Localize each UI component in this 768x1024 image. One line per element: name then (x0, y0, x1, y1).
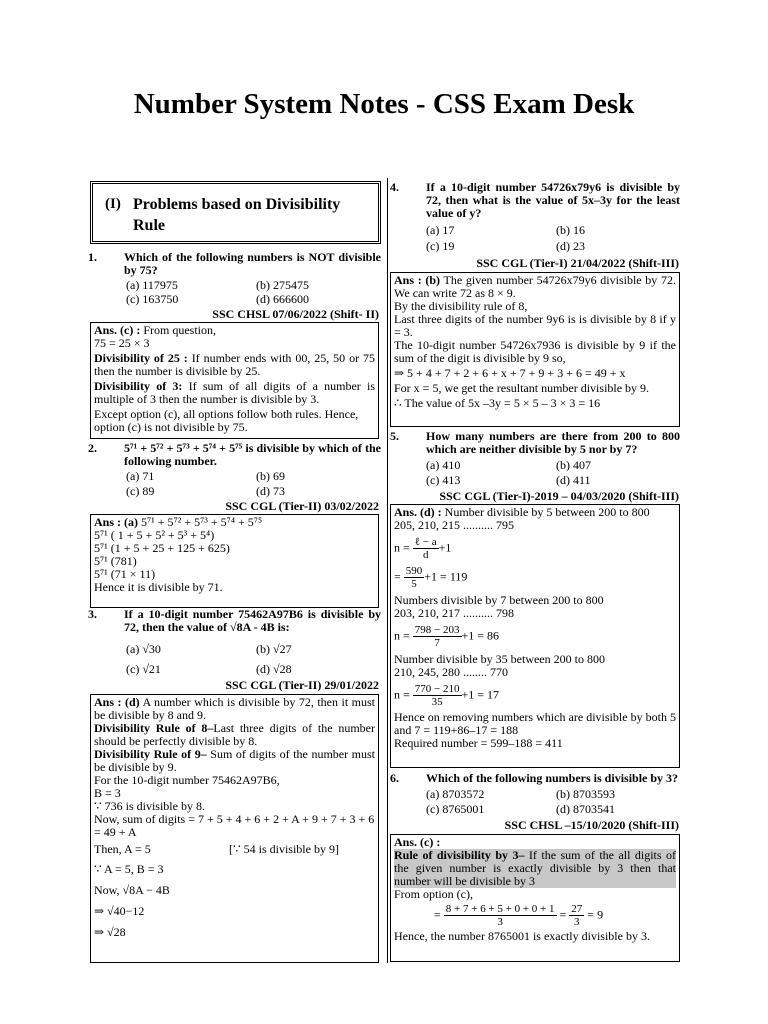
rule-heading: Divisibility Rule of 8– (94, 721, 214, 735)
formula-suffix: +1 = 17 (461, 687, 500, 702)
rule-heading: Divisibility of 25 : (94, 351, 188, 365)
formula (394, 683, 676, 708)
exam-source: SSC CGL (Tier-II) 03/02/2022 (225, 499, 379, 513)
numerator: 27 (571, 903, 583, 915)
formula (394, 565, 676, 590)
numerator: 798 − 203 (414, 624, 460, 636)
answer-line: 5⁷¹ (71 × 11) (94, 567, 156, 581)
exam-source: SSC CGL (Tier-I) 21/04/2022 (Shift-III) (476, 256, 679, 270)
option: (d) 73 (256, 484, 285, 498)
option: (d) 666600 (256, 292, 309, 306)
option: (c) 413 (426, 473, 461, 487)
option: (a) 410 (426, 458, 461, 472)
answer-line: 205, 210, 215 .......... 795 (394, 518, 514, 532)
left-column (88, 178, 381, 963)
option: (d) √28 (256, 662, 292, 676)
option: (b) 275475 (256, 278, 309, 292)
denominator: 3 (497, 916, 503, 928)
numerator: 8 + 7 + 6 + 5 + 0 + 0 + 1 (445, 903, 555, 915)
option: (c) 8765001 (426, 802, 485, 816)
answer-line: ∵ 736 is divisible by 8. (94, 799, 205, 813)
answer-box (390, 834, 680, 962)
answer-box (390, 272, 680, 427)
answer-line: 5⁷¹ (1 + 5 + 25 + 125 + 625) (94, 541, 230, 555)
option: (b) 8703593 (556, 787, 615, 801)
section-number: (I) (105, 196, 121, 212)
question-1 (88, 251, 381, 279)
option: (a) 17 (426, 223, 455, 237)
question-3 (88, 608, 381, 640)
option: (a) √30 (126, 642, 161, 656)
answer-note: [∵ 54 is divisible by 9] (229, 842, 339, 856)
denominator: 5 (411, 578, 417, 590)
page-title: Number System Notes - CSS Exam Desk (133, 88, 635, 120)
answer-box (90, 694, 379, 963)
denominator: 7 (434, 637, 440, 649)
question-number: 5. (390, 429, 399, 443)
numerator: ℓ − a (414, 536, 437, 548)
formula-prefix: n = (394, 628, 410, 643)
answer-line: The given number 54726x79y6 divisible by 72. We can write 72 as 8 × 9. (394, 273, 676, 300)
fraction (413, 624, 462, 649)
option: (b) 69 (256, 469, 285, 483)
answer-line: Last three digits of the number 9y6 is is divisible by 8 if y = 3. (394, 312, 676, 339)
answer-line: Hence on removing numbers which are divisible by both 5 and 7 = 119+86–17 = 188 (394, 710, 676, 737)
answer-line: 203, 210, 217 .......... 798 (394, 606, 514, 620)
answer-line: Required number = 599–188 = 411 (394, 736, 563, 750)
question-number: 6. (390, 771, 399, 785)
denominator: 3 (574, 916, 580, 928)
question-number: 1. (88, 250, 97, 264)
answer-line: By the divisibility rule of 8, (394, 299, 528, 313)
option: (c) √21 (126, 662, 161, 676)
formula-prefix: = (394, 569, 401, 584)
formula-result: = 9 (587, 907, 604, 922)
section-title: Problems based on Divisibility Rule (133, 196, 341, 234)
answer-line: ⇒ √40−12 (94, 904, 145, 918)
answer-line: For x = 5, we get the resultant number divisible by 9. (394, 381, 650, 395)
answer-label: Ans : (b) (394, 273, 441, 287)
answer-label: Ans. (c) : (94, 323, 141, 337)
option: (c) 19 (426, 239, 455, 253)
answer-box (390, 504, 680, 768)
answer-line: 5⁷¹ (781) (94, 554, 137, 568)
option: (a) 117975 (126, 278, 178, 292)
rule-text: If number ends with 00, 25, 50 or 75 then the number is divisible by 25. (94, 351, 375, 378)
answer-line: ∵ A = 5, B = 3 (94, 862, 164, 876)
question-text: Which of the following numbers is divisible by 3? (426, 771, 679, 785)
formula-suffix: +1 = 86 (461, 628, 500, 643)
answer-line: Hence it is divisible by 71. (94, 580, 223, 594)
numerator: 770 − 210 (414, 683, 460, 695)
highlighted-rule (394, 849, 676, 888)
rule-text: If sum of all digits of a number is multiple of 3 then the number is divisible by 3. (94, 379, 376, 406)
right-column (387, 178, 681, 963)
answer-line: Now, √8A − 4B (94, 883, 170, 897)
answer-line: Now, sum of digits = 7 + 5 + 4 + 6 + 2 + A + 9 + 7 + 3 + 6 = 49 + A (94, 812, 375, 839)
answer-label: Ans. (d) : (394, 505, 442, 519)
option: (c) 163750 (126, 292, 179, 306)
exam-source: SSC CHSL 07/06/2022 (Shift- II) (212, 307, 379, 321)
rule-heading: Divisibility Rule of 9– (94, 747, 207, 761)
option: (c) 89 (126, 484, 155, 498)
formula-suffix: +1 = 119 (424, 569, 468, 584)
question-text: Which of the following numbers is NOT divisible by 75? (124, 250, 381, 277)
formula (394, 536, 676, 561)
answer-line: The 10-digit number 54726x7936 is divisible by 9 if the sum of the digit is divisible by 9 so, (394, 338, 676, 365)
answer-line: Number divisible by 35 between 200 to 800 (394, 652, 605, 666)
answer-box (90, 322, 379, 439)
question-2 (88, 442, 381, 470)
answer-label: Ans : (a) (94, 515, 138, 529)
answer-line: B = 3 (94, 786, 121, 800)
rule-text: If the sum of the all digits of the given number is exactly divisible by 3 then that number will be divisible by 3 (394, 848, 677, 888)
question-number: 4. (390, 180, 399, 194)
answer-line: Number divisible by 5 between 200 to 800 (444, 505, 650, 519)
option: (b) 16 (556, 223, 585, 237)
answer-line: From question, (143, 323, 216, 337)
question-4 (390, 181, 680, 223)
option: (d) 8703541 (556, 802, 615, 816)
option: (b) 407 (556, 458, 591, 472)
answer-line: For the 10-digit number 75462A97B6, (94, 773, 280, 787)
answer-line: ⇒ 5 + 4 + 7 + 2 + 6 + x + 7 + 9 + 3 + 6 = 49 + x (394, 366, 626, 380)
formula (394, 624, 676, 649)
rule-heading: Divisibility of 3: (94, 379, 183, 393)
option: (d) 411 (556, 473, 591, 487)
question-text: How many numbers are there from 200 to 800 which are neither divisible by 5 nor by 7? (426, 429, 680, 456)
fraction (569, 903, 584, 928)
exam-source: SSC CHSL –15/10/2020 (Shift-III) (504, 818, 679, 832)
answer-line: Numbers divisible by 7 between 200 to 800 (394, 593, 604, 607)
rule-heading: Rule of divisibility by 3– (394, 848, 525, 862)
question-text: If a 10-digit number 75462A97B6 is divisible by 72, then the value of √8A - 4B is: (124, 607, 381, 634)
answer-line: 5⁷¹ ( 1 + 5 + 5² + 5³ + 5⁴) (94, 528, 215, 542)
option: (b) √27 (256, 642, 292, 656)
question-5 (390, 430, 680, 458)
answer-line: Then, A = 5 (94, 842, 151, 856)
rule-text: Last three digits of the number should be perfectly divisible by 8. (94, 721, 375, 748)
numerator: 590 (405, 565, 423, 577)
answer-label: Ans. (c) : (394, 835, 441, 849)
denominator: 35 (431, 696, 443, 708)
option: (d) 23 (556, 239, 585, 253)
question-text: If a 10-digit number 54726x79y6 is divisible by 72, then what is the value of 5x–3y for the least value of y? (426, 180, 680, 220)
question-text: 5⁷¹ + 5⁷² + 5⁷³ + 5⁷⁴ + 5⁷⁵ is divisible by which of the following number. (124, 441, 381, 468)
fraction (413, 536, 439, 561)
answer-line: ∴ The value of 5x –3y = 5 × 5 – 3 × 3 = 16 (394, 396, 601, 410)
answer-line: A number which is divisible by 72, then it must be divisible by 8 and 9. (94, 695, 375, 722)
exam-source: SSC CGL (Tier-II) 29/01/2022 (225, 678, 379, 692)
fraction (444, 903, 557, 928)
section-header (90, 181, 381, 244)
answer-line: From option (c), (394, 887, 473, 901)
answer-line: 5⁷¹ + 5⁷² + 5⁷³ + 5⁷⁴ + 5⁷⁵ (141, 515, 263, 529)
answer-label: Ans : (d) (94, 695, 140, 709)
fraction (404, 565, 425, 590)
answer-line: ⇒ √28 (94, 925, 126, 939)
formula-prefix: n = (394, 540, 410, 555)
answer-conclusion: Hence, the number 8765001 is exactly divisible by 3. (394, 929, 650, 943)
option: (a) 71 (126, 469, 155, 483)
answer-line: 75 = 25 × 3 (94, 336, 150, 350)
answer-box (90, 514, 379, 608)
rule-text: Sum of digits of the number must be divisible by 9. (94, 747, 376, 774)
option: (a) 8703572 (426, 787, 485, 801)
answer-conclusion: Except option (c), all options follow both rules. Hence, option (c) is not divisible by 75. (94, 407, 359, 434)
exam-source: SSC CGL (Tier-I)-2019 – 04/03/2020 (Shift-III) (439, 489, 679, 503)
question-number: 3. (88, 607, 97, 621)
formula: = $\frac{8 + 7 + 6 + 5 + 0 + 0 + 1}{3}$ = $\frac{27}{3}$ = 9 (434, 903, 604, 928)
question-6 (390, 772, 680, 786)
denominator: d (422, 549, 429, 561)
question-number: 2. (88, 441, 97, 455)
fraction (413, 683, 462, 708)
formula-prefix: n = (394, 687, 410, 702)
answer-line: 210, 245, 280 ........ 770 (394, 665, 508, 679)
formula-suffix: +1 (438, 540, 452, 555)
